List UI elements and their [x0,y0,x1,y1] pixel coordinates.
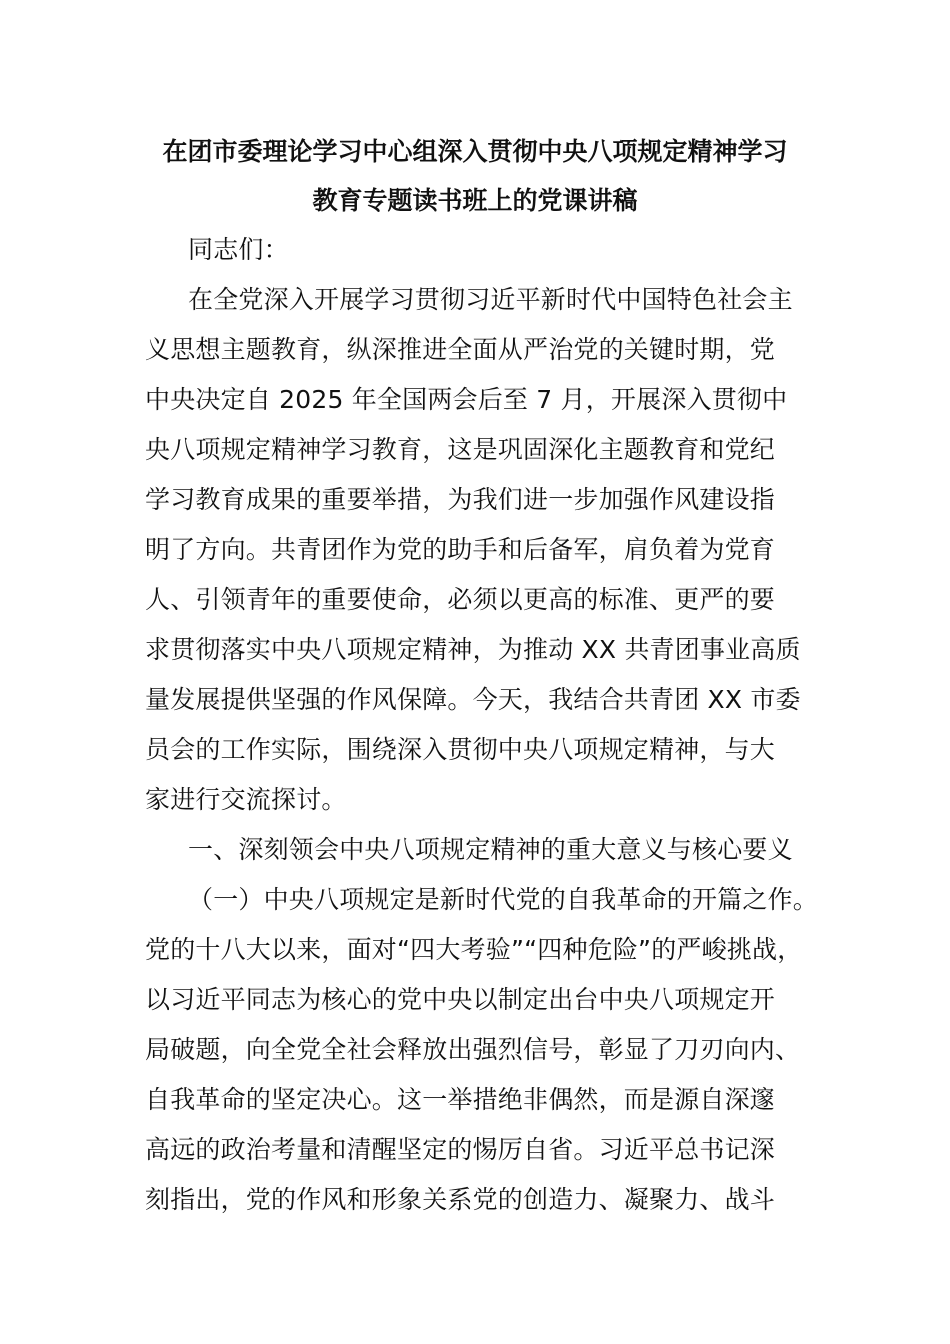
paragraph-line: 党的十八大以来，面对“四大考验”“四种危险”的严峻挑战， [145,935,803,964]
subsection-heading: （一）中央八项规定是新时代党的自我革命的开篇之作。 [188,885,819,914]
document-title-line-2: 教育专题读书班上的党课讲稿 [312,186,638,215]
paragraph-line: 员会的工作实际，围绕深入贯彻中央八项规定精神，与大 [145,735,776,764]
paragraph-line: 央八项规定精神学习教育，这是巩固深化主题教育和党纪 [145,435,776,464]
paragraph-line: 家进行交流探讨。 [145,785,347,814]
paragraph-line: 求贯彻落实中央八项规定精神，为推动 XX 共青团事业高质 [145,635,801,664]
salutation: 同志们： [188,235,289,264]
paragraph-line: 人、引领青年的重要使命，必须以更高的标准、更严的要 [145,585,776,614]
paragraph-line: 学习教育成果的重要举措，为我们进一步加强作风建设指 [145,485,776,514]
paragraph-line: 明了方向。共青团作为党的助手和后备军，肩负着为党育 [145,535,776,564]
paragraph-line: 以习近平同志为核心的党中央以制定出台中央八项规定开 [145,985,776,1014]
paragraph-line: 在全党深入开展学习贯彻习近平新时代中国特色社会主 [188,285,793,314]
paragraph-line: 高远的政治考量和清醒坚定的惕厉自省。习近平总书记深 [145,1135,776,1164]
paragraph-line: 义思想主题教育，纵深推进全面从严治党的关键时期，党 [145,335,776,364]
paragraph-line: 刻指出，党的作风和形象关系党的创造力、凝聚力、战斗 [145,1185,776,1214]
document-title-line-1: 在团市委理论学习中心组深入贯彻中央八项规定精神学习 [162,137,788,166]
paragraph-line: 局破题，向全党全社会释放出强烈信号，彰显了刀刃向内、 [145,1035,801,1064]
paragraph-line: 自我革命的坚定决心。这一举措绝非偶然，而是源自深邃 [145,1085,776,1114]
paragraph-line: 中央决定自 2025 年全国两会后至 7 月，开展深入贯彻中 [145,385,788,414]
section-heading: 一、深刻领会中央八项规定精神的重大意义与核心要义 [188,835,793,864]
paragraph-line: 量发展提供坚强的作风保障。今天，我结合共青团 XX 市委 [145,685,801,714]
